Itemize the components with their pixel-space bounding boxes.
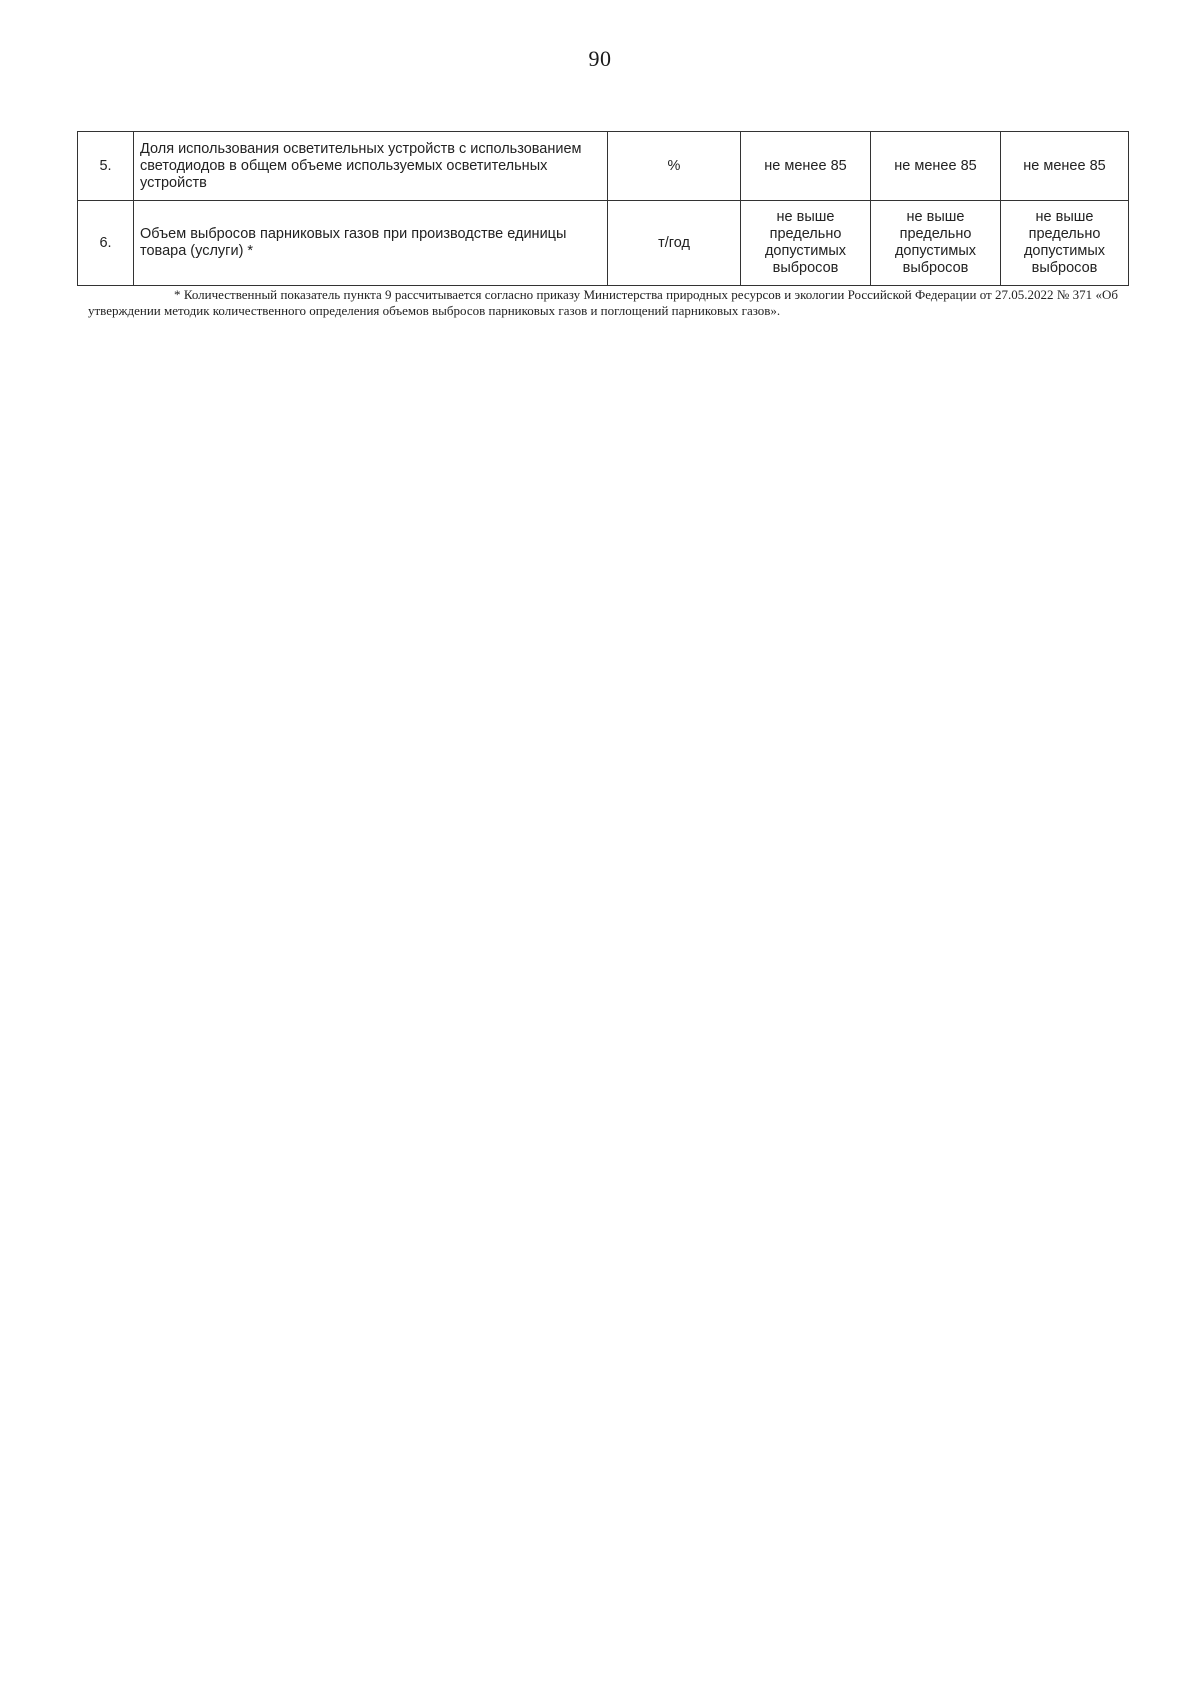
row-description: Доля использования осветительных устройств с использованием светодиодов в общем объеме используемых осветительных устройств <box>134 132 608 201</box>
row-value: не выше предельно допустимых выбросов <box>871 201 1001 286</box>
row-value: не менее 85 <box>1001 132 1129 201</box>
indicators-table <box>77 131 1129 286</box>
row-unit: т/год <box>608 201 741 286</box>
row-value: не менее 85 <box>871 132 1001 201</box>
table-row <box>78 201 1129 286</box>
row-description: Объем выбросов парниковых газов при производстве единицы товара (услуги) * <box>134 201 608 286</box>
row-number: 5. <box>78 132 134 201</box>
row-number: 6. <box>78 201 134 286</box>
row-value: не менее 85 <box>741 132 871 201</box>
row-unit: % <box>608 132 741 201</box>
row-value: не выше предельно допустимых выбросов <box>741 201 871 286</box>
row-value: не выше предельно допустимых выбросов <box>1001 201 1129 286</box>
page-number: 90 <box>588 46 612 71</box>
footnote <box>88 287 1118 319</box>
table-row <box>78 132 1129 201</box>
footnote-text: * Количественный показатель пункта 9 рассчитывается согласно приказу Министерства природных ресурсов и экологии Российской Федерации от 27.05.2022 № 371 «Об утверждении методик количественного определения объемов выбросов парниковых газов и поглощений парниковых газов». <box>88 287 1118 318</box>
